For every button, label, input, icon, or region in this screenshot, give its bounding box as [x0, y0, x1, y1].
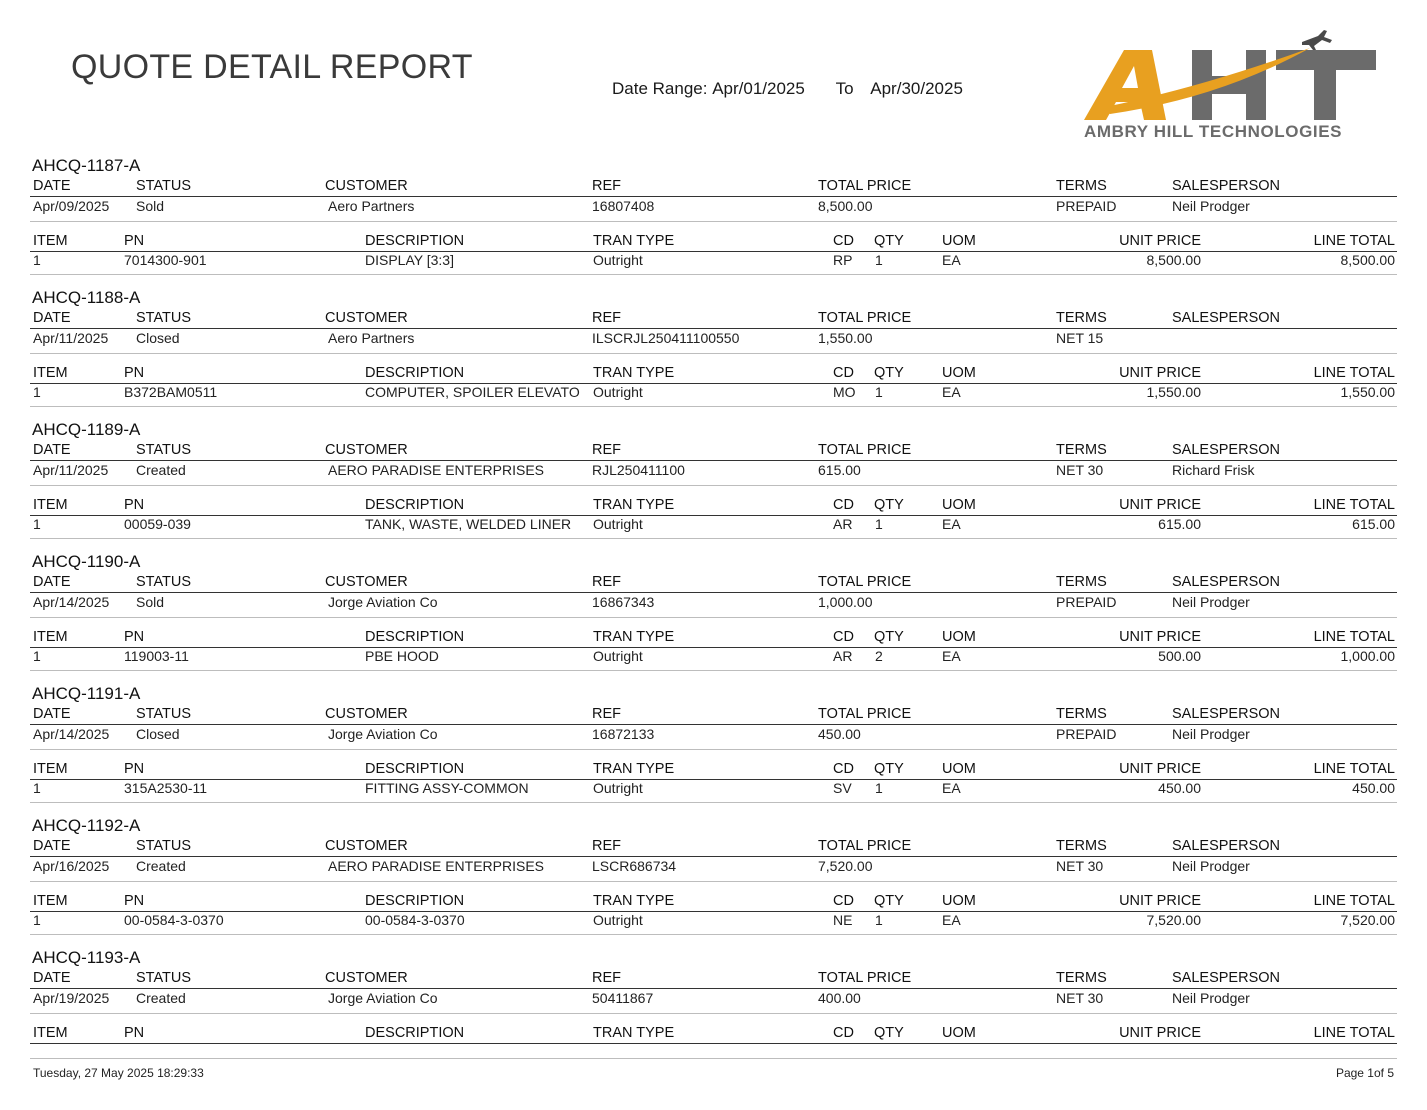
report-title: QUOTE DETAIL REPORT — [71, 48, 473, 86]
line-unit-price: 615.00 — [1158, 516, 1201, 532]
quote-block — [30, 156, 1397, 288]
line-line-total: 615.00 — [1352, 516, 1395, 532]
col-header-total-price: TOTAL PRICE — [818, 970, 912, 986]
col-header-ref: REF — [592, 310, 621, 326]
line-uom: EA — [942, 648, 961, 664]
col-header-uom: UOM — [942, 497, 976, 513]
col-header-unit-price: UNIT PRICE — [1119, 1025, 1201, 1041]
col-header-cd: CD — [833, 233, 854, 249]
col-header-salesperson: SALESPERSON — [1172, 310, 1280, 326]
quote-terms: PREPAID — [1056, 726, 1117, 742]
quote-total-price: 8,500.00 — [818, 198, 873, 214]
quote-total-price: 7,520.00 — [818, 858, 873, 874]
line-item-row — [30, 516, 1397, 536]
line-header-row — [30, 365, 1397, 384]
line-qty: 2 — [875, 648, 883, 664]
col-header-total-price: TOTAL PRICE — [818, 442, 912, 458]
col-header-qty: QTY — [874, 629, 904, 645]
col-header-ref: REF — [592, 970, 621, 986]
quote-header-row — [30, 310, 1397, 329]
col-header-description: DESCRIPTION — [365, 1025, 465, 1041]
col-header-customer: CUSTOMER — [325, 442, 408, 458]
line-pn: 00-0584-3-0370 — [124, 912, 224, 928]
col-header-date: DATE — [33, 970, 71, 986]
col-header-tran-type: TRAN TYPE — [593, 893, 675, 909]
col-header-terms: TERMS — [1056, 310, 1107, 326]
company-logo — [1080, 28, 1390, 146]
quote-customer: Jorge Aviation Co — [328, 990, 438, 1006]
date-range-label: Date Range: — [612, 79, 708, 98]
col-header-qty: QTY — [874, 497, 904, 513]
col-header-terms: TERMS — [1056, 838, 1107, 854]
quote-summary-row — [30, 858, 1397, 878]
line-qty: 1 — [875, 516, 883, 532]
quote-summary-row — [30, 462, 1397, 482]
quote-date: Apr/14/2025 — [33, 594, 110, 610]
row-divider — [30, 1013, 1397, 1014]
line-tran-type: Outright — [593, 516, 643, 532]
col-header-salesperson: SALESPERSON — [1172, 574, 1280, 590]
quote-id: AHCQ-1190-A — [32, 552, 141, 571]
col-header-date: DATE — [33, 838, 71, 854]
col-header-customer: CUSTOMER — [325, 574, 408, 590]
print-timestamp: Tuesday, 27 May 2025 18:29:33 — [33, 1066, 204, 1080]
col-header-pn: PN — [124, 365, 145, 381]
line-pn: 119003-11 — [124, 648, 189, 664]
col-header-ref: REF — [592, 706, 621, 722]
line-cd: RP — [833, 252, 853, 268]
col-header-salesperson: SALESPERSON — [1172, 838, 1280, 854]
page-number: Page 1of 5 — [1335, 1066, 1394, 1080]
col-header-description: DESCRIPTION — [365, 497, 465, 513]
line-uom: EA — [942, 780, 961, 796]
quote-total-price: 1,550.00 — [818, 330, 873, 346]
col-header-qty: QTY — [874, 365, 904, 381]
quote-id: AHCQ-1187-A — [32, 156, 141, 175]
quote-summary-row — [30, 594, 1397, 614]
col-header-status: STATUS — [136, 178, 192, 194]
col-header-salesperson: SALESPERSON — [1172, 178, 1280, 194]
col-header-tran-type: TRAN TYPE — [593, 1025, 675, 1041]
quote-status: Sold — [136, 198, 165, 214]
line-qty: 1 — [875, 780, 883, 796]
quote-terms: PREPAID — [1056, 594, 1117, 610]
col-header-total-price: TOTAL PRICE — [818, 310, 912, 326]
col-header-uom: UOM — [942, 365, 976, 381]
col-header-tran-type: TRAN TYPE — [593, 629, 675, 645]
col-header-pn: PN — [124, 761, 145, 777]
quote-terms: NET 30 — [1056, 858, 1104, 874]
col-header-item: ITEM — [33, 629, 68, 645]
col-header-qty: QTY — [874, 893, 904, 909]
row-divider — [30, 274, 1397, 275]
col-header-ref: REF — [592, 838, 621, 854]
col-header-tran-type: TRAN TYPE — [593, 365, 675, 381]
col-header-qty: QTY — [874, 233, 904, 249]
col-header-item: ITEM — [33, 893, 68, 909]
col-header-cd: CD — [833, 497, 854, 513]
line-header-row — [30, 233, 1397, 252]
row-divider — [30, 485, 1397, 486]
quote-salesperson: Neil Prodger — [1172, 858, 1250, 874]
line-pn: 7014300-901 — [124, 252, 207, 268]
col-header-item: ITEM — [33, 233, 68, 249]
quote-salesperson: Neil Prodger — [1172, 726, 1250, 742]
line-item-row — [30, 384, 1397, 404]
quote-id: AHCQ-1192-A — [32, 816, 141, 835]
line-item: 1 — [33, 384, 41, 400]
col-header-item: ITEM — [33, 1025, 68, 1041]
col-header-status: STATUS — [136, 442, 192, 458]
line-qty: 1 — [875, 252, 883, 268]
col-header-salesperson: SALESPERSON — [1172, 970, 1280, 986]
company-name: AMBRY HILL TECHNOLOGIES — [1084, 122, 1343, 141]
col-header-total-price: TOTAL PRICE — [818, 838, 912, 854]
col-header-status: STATUS — [136, 574, 192, 590]
col-header-salesperson: SALESPERSON — [1172, 706, 1280, 722]
col-header-status: STATUS — [136, 838, 192, 854]
quote-date: Apr/14/2025 — [33, 726, 110, 742]
line-item-row — [30, 648, 1397, 668]
row-divider — [30, 934, 1397, 935]
quote-block — [30, 420, 1397, 552]
row-divider — [30, 749, 1397, 750]
quote-summary-row — [30, 330, 1397, 350]
line-item: 1 — [33, 252, 41, 268]
col-header-salesperson: SALESPERSON — [1172, 442, 1280, 458]
col-header-uom: UOM — [942, 1025, 976, 1041]
line-qty: 1 — [875, 384, 883, 400]
col-header-cd: CD — [833, 365, 854, 381]
quote-date: Apr/11/2025 — [33, 330, 109, 346]
row-divider — [30, 617, 1397, 618]
quote-customer: Aero Partners — [328, 198, 415, 214]
col-header-description: DESCRIPTION — [365, 893, 465, 909]
col-header-total-price: TOTAL PRICE — [818, 178, 912, 194]
col-header-ref: REF — [592, 178, 621, 194]
col-header-description: DESCRIPTION — [365, 629, 465, 645]
quote-block — [30, 948, 1397, 1080]
quote-terms: NET 30 — [1056, 990, 1104, 1006]
col-header-customer: CUSTOMER — [325, 706, 408, 722]
line-uom: EA — [942, 516, 961, 532]
col-header-terms: TERMS — [1056, 706, 1107, 722]
col-header-pn: PN — [124, 497, 145, 513]
line-header-row — [30, 629, 1397, 648]
line-unit-price: 7,520.00 — [1146, 912, 1201, 928]
row-divider — [30, 802, 1397, 803]
quote-date: Apr/19/2025 — [33, 990, 110, 1006]
col-header-customer: CUSTOMER — [325, 838, 408, 854]
col-header-date: DATE — [33, 442, 71, 458]
line-tran-type: Outright — [593, 648, 643, 664]
line-item-row — [30, 780, 1397, 800]
quote-ref: ILSCRJL250411100550 — [592, 330, 740, 346]
quote-id: AHCQ-1191-A — [32, 684, 141, 703]
col-header-line-total: LINE TOTAL — [1313, 761, 1395, 777]
row-divider — [30, 538, 1397, 539]
row-divider — [30, 353, 1397, 354]
col-header-uom: UOM — [942, 893, 976, 909]
col-header-pn: PN — [124, 233, 145, 249]
quote-header-row — [30, 970, 1397, 989]
quote-total-price: 615.00 — [818, 462, 861, 478]
quote-total-price: 400.00 — [818, 990, 861, 1006]
quote-salesperson: Neil Prodger — [1172, 594, 1250, 610]
col-header-customer: CUSTOMER — [325, 970, 408, 986]
quote-salesperson: Neil Prodger — [1172, 990, 1250, 1006]
col-header-unit-price: UNIT PRICE — [1119, 629, 1201, 645]
col-header-total-price: TOTAL PRICE — [818, 706, 912, 722]
col-header-status: STATUS — [136, 970, 192, 986]
quote-status: Created — [136, 462, 186, 478]
line-cd: NE — [833, 912, 853, 928]
col-header-uom: UOM — [942, 629, 976, 645]
quote-header-row — [30, 574, 1397, 593]
col-header-terms: TERMS — [1056, 178, 1107, 194]
quote-block — [30, 288, 1397, 420]
line-description: DISPLAY [3:3] — [365, 252, 454, 268]
quote-terms: PREPAID — [1056, 198, 1117, 214]
col-header-unit-price: UNIT PRICE — [1119, 497, 1201, 513]
quote-header-row — [30, 442, 1397, 461]
row-divider — [30, 881, 1397, 882]
quote-date: Apr/11/2025 — [33, 462, 109, 478]
quote-customer: AERO PARADISE ENTERPRISES — [328, 462, 545, 478]
line-description: TANK, WASTE, WELDED LINER — [365, 516, 572, 532]
col-header-pn: PN — [124, 893, 145, 909]
col-header-item: ITEM — [33, 365, 68, 381]
line-description: FITTING ASSY-COMMON — [365, 780, 529, 796]
line-item-row — [30, 912, 1397, 932]
quote-block — [30, 816, 1397, 948]
quote-total-price: 1,000.00 — [818, 594, 873, 610]
row-divider — [30, 221, 1397, 222]
quote-customer: Jorge Aviation Co — [328, 594, 438, 610]
col-header-cd: CD — [833, 629, 854, 645]
col-header-qty: QTY — [874, 1025, 904, 1041]
col-header-unit-price: UNIT PRICE — [1119, 233, 1201, 249]
col-header-unit-price: UNIT PRICE — [1119, 365, 1201, 381]
col-header-uom: UOM — [942, 761, 976, 777]
col-header-date: DATE — [33, 574, 71, 590]
footer-divider — [30, 1058, 1397, 1059]
col-header-terms: TERMS — [1056, 574, 1107, 590]
quote-customer: Aero Partners — [328, 330, 415, 346]
col-header-description: DESCRIPTION — [365, 233, 465, 249]
col-header-description: DESCRIPTION — [365, 365, 465, 381]
line-line-total: 8,500.00 — [1340, 252, 1395, 268]
col-header-total-price: TOTAL PRICE — [818, 574, 912, 590]
quote-status: Closed — [136, 330, 180, 346]
quote-total-price: 450.00 — [818, 726, 861, 742]
line-cd: AR — [833, 516, 853, 532]
line-line-total: 1,550.00 — [1340, 384, 1395, 400]
date-to: Apr/30/2025 — [870, 79, 963, 98]
col-header-pn: PN — [124, 629, 145, 645]
quote-header-row — [30, 838, 1397, 857]
quote-block — [30, 684, 1397, 816]
col-header-line-total: LINE TOTAL — [1313, 893, 1395, 909]
quote-ref: 16867343 — [592, 594, 655, 610]
line-item: 1 — [33, 516, 41, 532]
quote-customer: Jorge Aviation Co — [328, 726, 438, 742]
line-tran-type: Outright — [593, 384, 643, 400]
quote-summary-row — [30, 726, 1397, 746]
line-description: PBE HOOD — [365, 648, 439, 664]
line-line-total: 7,520.00 — [1340, 912, 1395, 928]
quote-status: Created — [136, 858, 186, 874]
quote-id: AHCQ-1189-A — [32, 420, 141, 439]
quote-header-row — [30, 706, 1397, 725]
col-header-status: STATUS — [136, 706, 192, 722]
line-pn: 315A2530-11 — [124, 780, 208, 796]
line-unit-price: 450.00 — [1158, 780, 1201, 796]
line-tran-type: Outright — [593, 252, 643, 268]
col-header-cd: CD — [833, 893, 854, 909]
quote-terms: NET 30 — [1056, 462, 1104, 478]
col-header-line-total: LINE TOTAL — [1313, 629, 1395, 645]
quote-ref: 50411867 — [592, 990, 654, 1006]
quote-block — [30, 552, 1397, 684]
row-divider — [30, 670, 1397, 671]
quote-date: Apr/09/2025 — [33, 198, 110, 214]
line-item: 1 — [33, 912, 41, 928]
line-header-row — [30, 497, 1397, 516]
col-header-date: DATE — [33, 706, 71, 722]
col-header-uom: UOM — [942, 233, 976, 249]
col-header-cd: CD — [833, 1025, 854, 1041]
col-header-pn: PN — [124, 1025, 145, 1041]
quote-status: Sold — [136, 594, 165, 610]
col-header-line-total: LINE TOTAL — [1313, 497, 1395, 513]
col-header-qty: QTY — [874, 761, 904, 777]
line-header-row — [30, 761, 1397, 780]
col-header-status: STATUS — [136, 310, 192, 326]
col-header-unit-price: UNIT PRICE — [1119, 761, 1201, 777]
line-description: 00-0584-3-0370 — [365, 912, 465, 928]
date-to-label: To — [835, 79, 854, 98]
line-header-row — [30, 1025, 1397, 1044]
col-header-line-total: LINE TOTAL — [1313, 1025, 1395, 1041]
quote-summary-row — [30, 198, 1397, 218]
quote-ref: 16872133 — [592, 726, 655, 742]
col-header-ref: REF — [592, 574, 621, 590]
line-uom: EA — [942, 912, 961, 928]
quote-summary-row — [30, 990, 1397, 1010]
col-header-line-total: LINE TOTAL — [1313, 233, 1395, 249]
line-cd: AR — [833, 648, 853, 664]
line-line-total: 1,000.00 — [1340, 648, 1395, 664]
line-unit-price: 8,500.00 — [1146, 252, 1201, 268]
col-header-date: DATE — [33, 310, 71, 326]
quotes-list — [30, 156, 1397, 1080]
col-header-item: ITEM — [33, 497, 68, 513]
line-item-row — [30, 252, 1397, 272]
line-tran-type: Outright — [593, 912, 643, 928]
line-pn: 00059-039 — [124, 516, 191, 532]
line-unit-price: 500.00 — [1158, 648, 1201, 664]
quote-ref: LSCR686734 — [592, 858, 677, 874]
line-pn: B372BAM0511 — [124, 384, 218, 400]
col-header-tran-type: TRAN TYPE — [593, 497, 675, 513]
line-item: 1 — [33, 648, 41, 664]
col-header-customer: CUSTOMER — [325, 178, 408, 194]
quote-ref: 16807408 — [592, 198, 655, 214]
quote-ref: RJL250411100 — [592, 462, 685, 478]
col-header-date: DATE — [33, 178, 71, 194]
quote-customer: AERO PARADISE ENTERPRISES — [328, 858, 545, 874]
line-unit-price: 1,550.00 — [1146, 384, 1201, 400]
col-header-customer: CUSTOMER — [325, 310, 408, 326]
quote-id: AHCQ-1193-A — [32, 948, 141, 967]
line-qty: 1 — [875, 912, 883, 928]
quote-salesperson: Neil Prodger — [1172, 198, 1250, 214]
line-description: COMPUTER, SPOILER ELEVATO — [365, 384, 580, 400]
col-header-terms: TERMS — [1056, 442, 1107, 458]
quote-status: Created — [136, 990, 186, 1006]
aht-logo-icon — [1080, 28, 1390, 128]
quote-terms: NET 15 — [1056, 330, 1104, 346]
col-header-tran-type: TRAN TYPE — [593, 761, 675, 777]
quote-salesperson: Richard Frisk — [1172, 462, 1255, 478]
col-header-description: DESCRIPTION — [365, 761, 465, 777]
quote-header-row — [30, 178, 1397, 197]
quote-id: AHCQ-1188-A — [32, 288, 141, 307]
col-header-line-total: LINE TOTAL — [1313, 365, 1395, 381]
line-uom: EA — [942, 384, 961, 400]
line-cd: MO — [833, 384, 856, 400]
col-header-ref: REF — [592, 442, 621, 458]
date-from: Apr/01/2025 — [712, 79, 805, 98]
line-line-total: 450.00 — [1352, 780, 1395, 796]
line-tran-type: Outright — [593, 780, 643, 796]
line-cd: SV — [833, 780, 852, 796]
quote-status: Closed — [136, 726, 180, 742]
line-uom: EA — [942, 252, 961, 268]
line-item: 1 — [33, 780, 41, 796]
col-header-cd: CD — [833, 761, 854, 777]
date-range — [612, 79, 963, 99]
col-header-terms: TERMS — [1056, 970, 1107, 986]
row-divider — [30, 406, 1397, 407]
col-header-tran-type: TRAN TYPE — [593, 233, 675, 249]
col-header-item: ITEM — [33, 761, 68, 777]
line-header-row — [30, 893, 1397, 912]
col-header-unit-price: UNIT PRICE — [1119, 893, 1201, 909]
quote-date: Apr/16/2025 — [33, 858, 110, 874]
